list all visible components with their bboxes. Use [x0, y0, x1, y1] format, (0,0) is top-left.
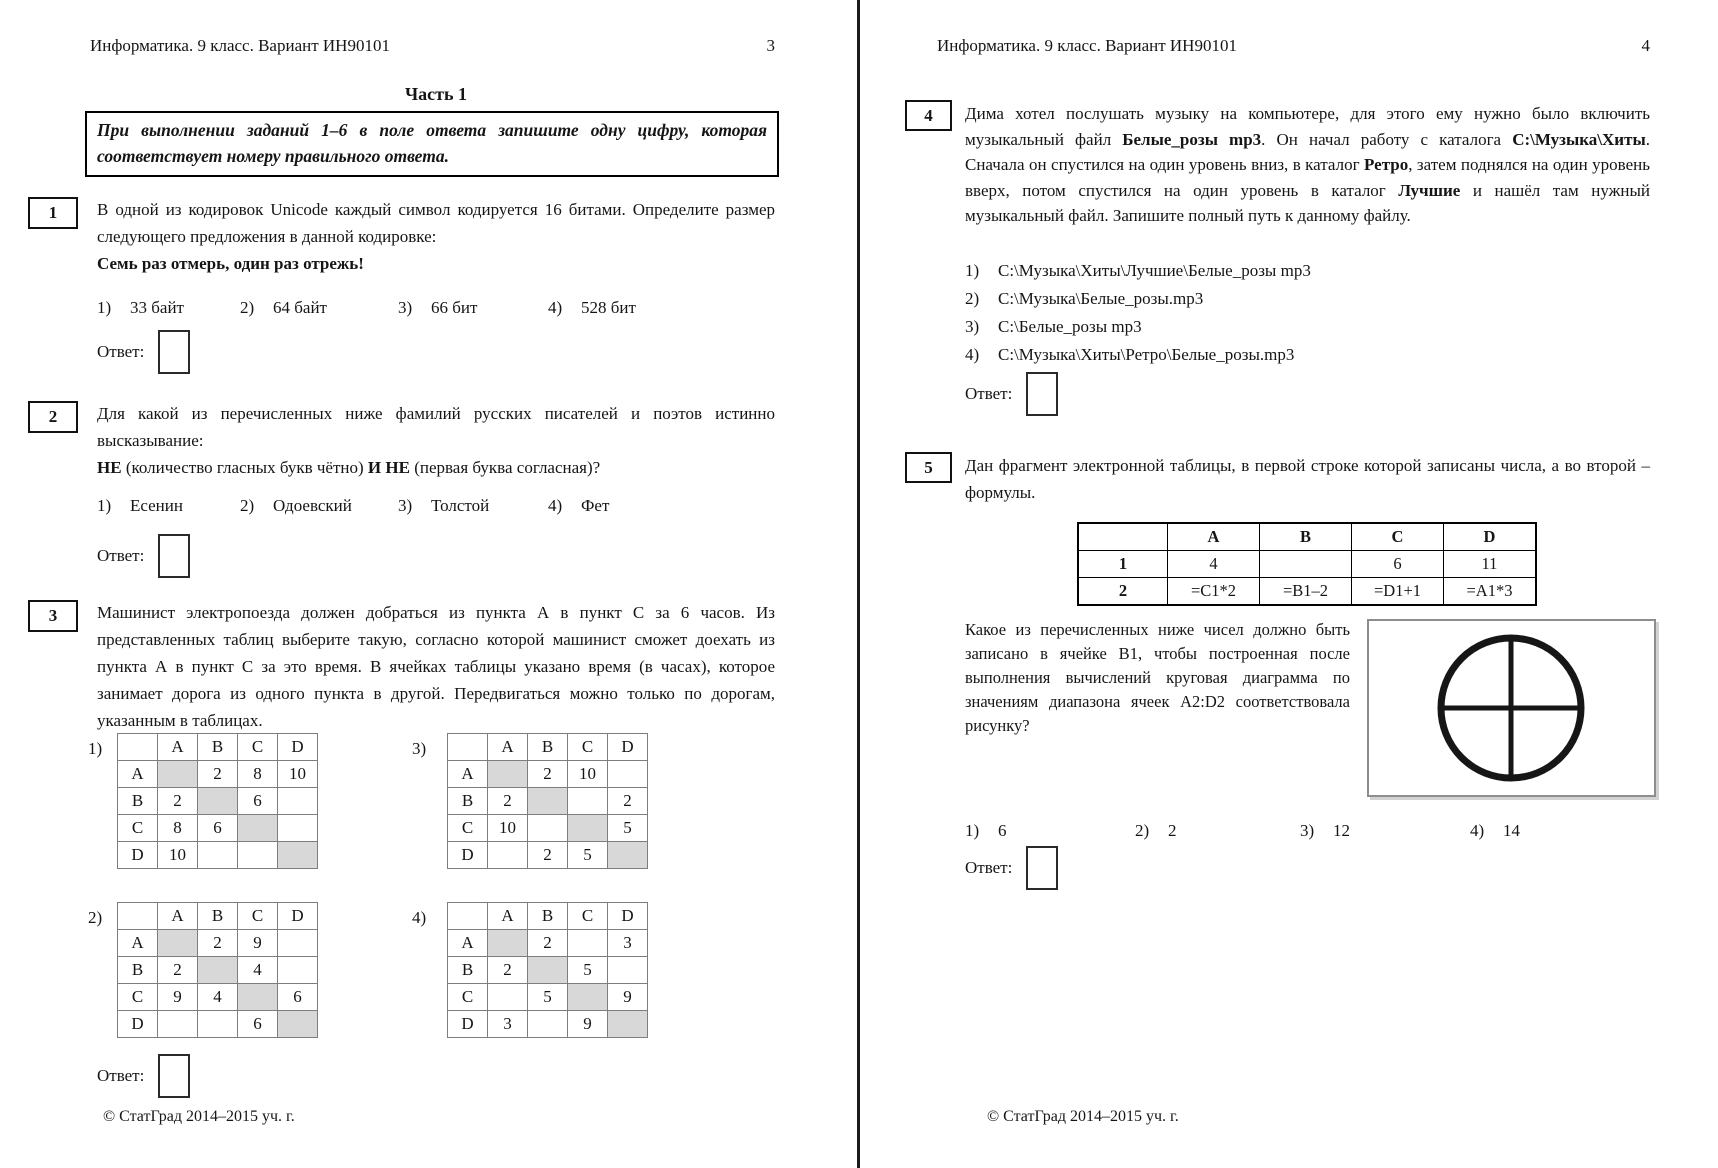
- table-cell: [528, 1011, 568, 1038]
- answer-option: [398, 294, 548, 321]
- table-cell: [608, 1011, 648, 1038]
- text-run: НЕ: [97, 458, 122, 477]
- question-1-number: 1: [28, 197, 78, 229]
- table-row: [1078, 551, 1536, 578]
- table-header-cell: D: [608, 903, 648, 930]
- option-text: 6: [998, 821, 1007, 840]
- table-cell: [528, 957, 568, 984]
- option-number: 4): [965, 345, 980, 364]
- route-table-3: [447, 733, 648, 869]
- answer-option: [965, 341, 1650, 369]
- option-text: 2: [1168, 821, 1177, 840]
- page-header: [90, 36, 775, 56]
- table-row: [118, 957, 318, 984]
- table-row: [118, 761, 318, 788]
- table-cell: 2: [158, 788, 198, 815]
- answer-input-box[interactable]: [158, 1054, 190, 1098]
- table-cell: 10: [158, 842, 198, 869]
- option-text: 14: [1503, 821, 1520, 840]
- text-run: И НЕ: [367, 458, 410, 477]
- table-row: [118, 842, 318, 869]
- table-row: [118, 1011, 318, 1038]
- text-run: (первая буква согласная)?: [409, 458, 601, 477]
- answer-option: [97, 492, 240, 519]
- answer-option: [965, 313, 1650, 341]
- question-4-text: [965, 101, 1650, 229]
- text-run: В одной из кодировок Unicode каждый символ кодируется 16 битами. Определите размер следующего предложения в данной кодировке:: [97, 200, 775, 246]
- table-cell: [608, 842, 648, 869]
- answer-input-box[interactable]: [158, 534, 190, 578]
- table-header-cell: C: [118, 984, 158, 1011]
- route-table-2-label: 2): [88, 908, 103, 927]
- table-cell: 9: [608, 984, 648, 1011]
- copyright-footer: © СтатГрад 2014–2015 уч. г.: [987, 1108, 1179, 1125]
- option-text: 12: [1333, 821, 1350, 840]
- option-text: 33 байт: [130, 298, 184, 317]
- table-cell: [568, 930, 608, 957]
- table-cell: 9: [238, 930, 278, 957]
- table-row: [448, 788, 648, 815]
- answer-input-box[interactable]: [1026, 846, 1058, 890]
- table-cell: =B1–2: [1260, 578, 1352, 606]
- text-run: C:\Музыка\Хиты: [1512, 129, 1646, 149]
- table-header-cell: C: [568, 734, 608, 761]
- option-number: 4): [1470, 821, 1485, 840]
- table-cell: [278, 842, 318, 869]
- table-header-cell: A: [448, 761, 488, 788]
- table-header-cell: 2: [1078, 578, 1168, 606]
- table-cell: [568, 788, 608, 815]
- option-number: 1): [965, 261, 980, 280]
- table-header-cell: B: [198, 903, 238, 930]
- route-table-4-label: 4): [412, 908, 427, 927]
- answer-option: [1135, 817, 1300, 844]
- table-header-cell: A: [118, 930, 158, 957]
- pie-chart-svg: [1369, 621, 1654, 795]
- table-cell: [568, 815, 608, 842]
- table-cell: 5: [568, 842, 608, 869]
- table-header-cell: D: [118, 842, 158, 869]
- table-header-cell: A: [1168, 523, 1260, 551]
- table-header-cell: 1: [1078, 551, 1168, 578]
- table-header-cell: [448, 734, 488, 761]
- option-text: C:\Белые_розы mp3: [998, 317, 1142, 336]
- answer-label: Ответ:: [97, 342, 145, 361]
- option-text: C:\Музыка\Белые_розы.mp3: [998, 289, 1204, 308]
- table-cell: [198, 1011, 238, 1038]
- part-title: Часть 1: [404, 84, 468, 104]
- table-header-cell: C: [238, 903, 278, 930]
- table-cell: 5: [528, 984, 568, 1011]
- option-text: 66 бит: [431, 298, 478, 317]
- table-header-cell: A: [488, 903, 528, 930]
- question-3-number: 3: [28, 600, 78, 632]
- table-cell: =C1*2: [1168, 578, 1260, 606]
- table-cell: [198, 788, 238, 815]
- option-number: 1): [97, 496, 112, 515]
- question-2-statement: [97, 454, 775, 481]
- table-header-cell: C: [448, 984, 488, 1011]
- table-cell: 10: [278, 761, 318, 788]
- table-cell: =A1*3: [1444, 578, 1537, 606]
- option-number: 4): [548, 298, 563, 317]
- route-table-3-label: 3): [412, 739, 427, 758]
- table-row: [448, 1011, 648, 1038]
- option-number: 3): [398, 496, 413, 515]
- table-header-cell: [118, 734, 158, 761]
- table-row: [448, 957, 648, 984]
- table-header-cell: B: [528, 903, 568, 930]
- option-text: Есенин: [130, 496, 183, 515]
- table-cell: [278, 788, 318, 815]
- question-3-answer: [97, 1054, 190, 1098]
- instruction-text: При выполнении заданий 1–6 в поле ответа запишите одну цифру, которая соответствует номеру правильного ответа.: [97, 120, 767, 166]
- table-header-cell: B: [448, 788, 488, 815]
- text-run: Белые_розы mp3: [1122, 129, 1262, 149]
- copyright-footer: © СтатГрад 2014–2015 уч. г.: [103, 1108, 295, 1125]
- text-run: Ретро: [1364, 155, 1409, 174]
- page-number: 4: [1641, 36, 1650, 55]
- table-cell: [1260, 551, 1352, 578]
- page-number: 3: [766, 36, 775, 55]
- table-cell: 2: [198, 761, 238, 788]
- answer-input-box[interactable]: [158, 330, 190, 374]
- page-4: [924, 0, 1650, 1168]
- table-header-cell: D: [278, 903, 318, 930]
- answer-option: [97, 294, 240, 321]
- table-cell: 8: [158, 815, 198, 842]
- table-cell: 2: [198, 930, 238, 957]
- table-header-cell: B: [118, 788, 158, 815]
- table-cell: 2: [528, 842, 568, 869]
- table-cell: [488, 842, 528, 869]
- table-cell: 2: [488, 788, 528, 815]
- answer-option: [965, 817, 1135, 844]
- table-header-cell: A: [488, 734, 528, 761]
- table-header-cell: A: [158, 734, 198, 761]
- question-3-text: [97, 599, 775, 734]
- route-table-1-label: 1): [88, 739, 103, 758]
- table-header-cell: C: [568, 903, 608, 930]
- table-header-cell: A: [448, 930, 488, 957]
- table-row: [448, 815, 648, 842]
- table-cell: [488, 761, 528, 788]
- table-header-cell: B: [1260, 523, 1352, 551]
- table-cell: 8: [238, 761, 278, 788]
- route-table-1: [117, 733, 318, 869]
- question-5-text: [965, 452, 1650, 506]
- table-cell: 10: [488, 815, 528, 842]
- text-run: . Сначала он спустился на один уровень вниз, в каталог: [965, 129, 1650, 174]
- table-row: [118, 815, 318, 842]
- option-number: 2): [965, 289, 980, 308]
- question-2-number: 2: [28, 401, 78, 433]
- table-cell: 5: [608, 815, 648, 842]
- text-run: , затем поднялся на один уровень вверх, потом спустился на один уровень в каталог: [965, 155, 1650, 200]
- table-header-cell: D: [278, 734, 318, 761]
- option-number: 3): [398, 298, 413, 317]
- table-header-cell: [1078, 523, 1168, 551]
- table-header-cell: C: [238, 734, 278, 761]
- table-row: [118, 984, 318, 1011]
- option-number: 3): [1300, 821, 1315, 840]
- option-text: 64 байт: [273, 298, 327, 317]
- table-header-cell: D: [1444, 523, 1537, 551]
- table-cell: 10: [568, 761, 608, 788]
- table-row: [118, 930, 318, 957]
- table-header-cell: B: [528, 734, 568, 761]
- table-cell: [608, 761, 648, 788]
- table-row: [448, 842, 648, 869]
- table-cell: [238, 815, 278, 842]
- question-1-sentence: Семь раз отмерь, один раз отрежь!: [97, 254, 364, 273]
- option-text: Фет: [581, 496, 610, 515]
- question-4-number: 4: [905, 100, 952, 131]
- table-cell: 3: [488, 1011, 528, 1038]
- table-header-cell: [118, 903, 158, 930]
- answer-option: [548, 492, 775, 519]
- table-cell: 6: [198, 815, 238, 842]
- table-header-cell: [448, 903, 488, 930]
- table-cell: [278, 815, 318, 842]
- text-run: Какое из перечисленных ниже чисел должно быть записано в ячейке B1, чтобы построенная после выполнения вычислений круговая диаграмма по значениям диапазона ячеек A2:D2 соответствовала рисунку?: [965, 620, 1350, 735]
- table-cell: [488, 930, 528, 957]
- question-2-answer: [97, 534, 190, 578]
- option-number: 1): [97, 298, 112, 317]
- table-cell: [528, 788, 568, 815]
- question-5-number: 5: [905, 452, 952, 483]
- question-4-answer: [965, 372, 1058, 416]
- question-2-text: [97, 400, 775, 454]
- answer-option: [398, 492, 548, 519]
- option-text: Толстой: [431, 496, 490, 515]
- table-cell: [528, 815, 568, 842]
- question-5-options: [965, 817, 1650, 844]
- doc-title: Информатика. 9 класс. Вариант ИН90101: [937, 36, 1237, 55]
- table-cell: [158, 930, 198, 957]
- option-number: 3): [965, 317, 980, 336]
- table-cell: [278, 957, 318, 984]
- table-cell: 2: [158, 957, 198, 984]
- table-row: [448, 930, 648, 957]
- question-2-options: [97, 492, 775, 519]
- table-header-cell: C: [448, 815, 488, 842]
- option-text: C:\Музыка\Хиты\Лучшие\Белые_розы mp3: [998, 261, 1311, 280]
- text-run: Лучшие: [1398, 180, 1461, 200]
- table-cell: 4: [198, 984, 238, 1011]
- answer-input-box[interactable]: [1026, 372, 1058, 416]
- table-cell: =D1+1: [1352, 578, 1444, 606]
- table-header-cell: B: [448, 957, 488, 984]
- table-cell: 4: [238, 957, 278, 984]
- option-number: 4): [548, 496, 563, 515]
- answer-label: Ответ:: [965, 858, 1013, 877]
- page-header: [937, 36, 1650, 56]
- table-cell: 9: [568, 1011, 608, 1038]
- spreadsheet-fragment-table: [1077, 522, 1537, 606]
- text-run: Дима хотел послушать музыку на компьютере, для этого ему нужно было включить музыкальный файл: [965, 104, 1650, 149]
- table-row: [118, 788, 318, 815]
- question-5-text-2: [965, 618, 1350, 738]
- table-cell: [198, 957, 238, 984]
- doc-title: Информатика. 9 класс. Вариант ИН90101: [90, 36, 390, 55]
- answer-option: [965, 285, 1650, 313]
- page-divider: [857, 0, 860, 1168]
- answer-option: [240, 294, 398, 321]
- text-run: Машинист электропоезда должен добраться из пункта А в пункт С за 6 часов. Из представленных таблиц выберите такую, согласно которой машинист сможет доехать из пункта А в пункт С за это время. В ячейках таблицы указано время (в часах), которое занимает дорога из одного пункта в другой. Передвигаться можно только по дорогам, указанным в таблицах.: [97, 603, 775, 730]
- question-1-options: [97, 294, 775, 321]
- table-cell: 2: [528, 761, 568, 788]
- table-cell: 6: [1352, 551, 1444, 578]
- table-header-cell: D: [608, 734, 648, 761]
- table-cell: 6: [238, 1011, 278, 1038]
- table-header-cell: C: [118, 815, 158, 842]
- table-row: [448, 984, 648, 1011]
- option-number: 1): [965, 821, 980, 840]
- instruction-box: [85, 111, 779, 177]
- table-cell: 2: [488, 957, 528, 984]
- question-1-answer: [97, 330, 190, 374]
- table-cell: [278, 930, 318, 957]
- text-run: и нашёл там нужный музыкальный файл. Запишите полный путь к данному файлу.: [965, 180, 1650, 225]
- answer-option: [1470, 817, 1650, 844]
- table-row: [448, 761, 648, 788]
- answer-option: [1300, 817, 1470, 844]
- table-cell: 5: [568, 957, 608, 984]
- table-cell: 9: [158, 984, 198, 1011]
- table-cell: [198, 842, 238, 869]
- table-header-cell: B: [198, 734, 238, 761]
- table-header-cell: C: [1352, 523, 1444, 551]
- text-run: Для какой из перечисленных ниже фамилий русских писателей и поэтов истинно высказывание:: [97, 404, 775, 450]
- table-cell: [238, 984, 278, 1011]
- table-cell: [278, 1011, 318, 1038]
- route-table-4: [447, 902, 648, 1038]
- table-cell: 6: [238, 788, 278, 815]
- table-header-cell: D: [448, 1011, 488, 1038]
- option-text: C:\Музыка\Хиты\Ретро\Белые_розы.mp3: [998, 345, 1295, 364]
- table-cell: 6: [278, 984, 318, 1011]
- table-cell: [568, 984, 608, 1011]
- question-4-options: [965, 257, 1650, 369]
- answer-option: [548, 294, 775, 321]
- table-header-cell: A: [118, 761, 158, 788]
- answer-label: Ответ:: [97, 1066, 145, 1085]
- answer-label: Ответ:: [965, 384, 1013, 403]
- text-run: Дан фрагмент электронной таблицы, в первой строке которой записаны числа, а во второй – формулы.: [965, 456, 1650, 502]
- table-cell: 11: [1444, 551, 1537, 578]
- option-text: Одоевский: [273, 496, 352, 515]
- answer-label: Ответ:: [97, 546, 145, 565]
- table-header-cell: D: [448, 842, 488, 869]
- route-table-2: [117, 902, 318, 1038]
- option-number: 2): [240, 298, 255, 317]
- question-1-text: [97, 196, 775, 250]
- table-row: [1078, 578, 1536, 606]
- table-cell: [488, 984, 528, 1011]
- table-cell: 2: [528, 930, 568, 957]
- option-text: 528 бит: [581, 298, 636, 317]
- option-number: 2): [1135, 821, 1150, 840]
- table-header-cell: A: [158, 903, 198, 930]
- table-cell: 4: [1168, 551, 1260, 578]
- table-cell: [158, 1011, 198, 1038]
- table-cell: [608, 957, 648, 984]
- option-number: 2): [240, 496, 255, 515]
- table-cell: 2: [608, 788, 648, 815]
- table-cell: [238, 842, 278, 869]
- question-5-answer: [965, 846, 1058, 890]
- answer-option: [965, 257, 1650, 285]
- table-header-cell: D: [118, 1011, 158, 1038]
- text-run: (количество гласных букв чётно): [121, 458, 368, 477]
- page-3: [48, 0, 775, 1168]
- table-cell: [158, 761, 198, 788]
- pie-chart-figure: [1367, 619, 1656, 797]
- text-run: . Он начал работу с каталога: [1261, 129, 1513, 149]
- answer-option: [240, 492, 398, 519]
- table-cell: 3: [608, 930, 648, 957]
- table-header-cell: B: [118, 957, 158, 984]
